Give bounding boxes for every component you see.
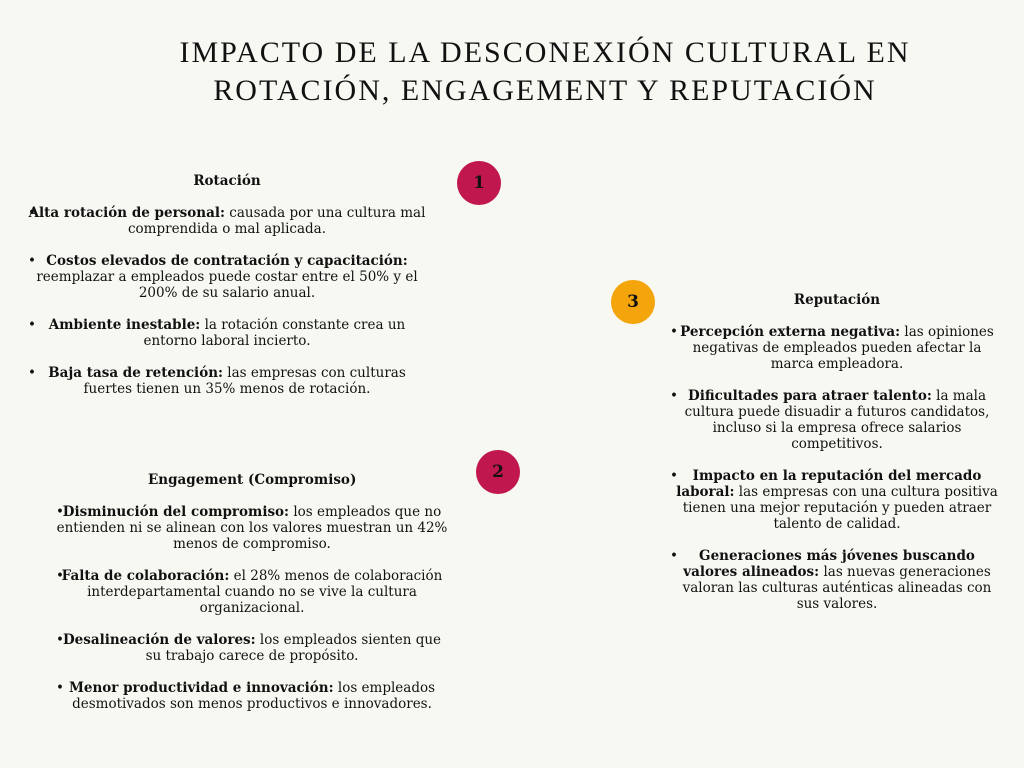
item-bold: Ambiente inestable: [48, 317, 201, 333]
list-item [670, 548, 1004, 612]
section-rotacion [28, 173, 426, 413]
item-text: la rotación constante crea un entorno laboral incierto. [143, 317, 406, 349]
list-item [56, 680, 448, 712]
item-bold: Disminución del compromiso: [62, 504, 290, 520]
section-heading-reputacion: Reputación [793, 292, 881, 308]
item-text: causada por una cultura mal comprendida o mal aplicada. [127, 205, 426, 237]
list-reputacion [670, 324, 1004, 612]
list-item [28, 205, 426, 237]
list-item [670, 388, 1004, 452]
section-engagement [56, 472, 448, 728]
title-line-1: IMPACTO DE LA DESCONEXIÓN CULTURAL EN [179, 36, 911, 69]
item-bold: Baja tasa de retención: [48, 365, 223, 381]
item-text: los empleados que no entienden ni se alinean con los valores muestran un 42% menos de compromiso. [56, 504, 448, 552]
item-text: reemplazar a empleados puede costar entre el 50% y el 200% de su salario anual. [36, 269, 418, 301]
list-item [28, 365, 426, 397]
badge-2: 2 [476, 450, 520, 494]
section-reputacion [670, 292, 1004, 628]
list-engagement [56, 504, 448, 712]
item-text: las empresas con una cultura positiva tienen una mejor reputación y pueden atraer talento de calidad. [682, 484, 998, 532]
item-text: la mala cultura puede disuadir a futuros candidatos, incluso si la empresa ofrece salarios competitivos. [684, 388, 990, 452]
item-bold: Costos elevados de contratación y capacitación: [46, 253, 408, 269]
badge-1: 1 [457, 161, 501, 205]
list-item [28, 317, 426, 349]
badge-3: 3 [611, 280, 655, 324]
list-item [56, 632, 448, 664]
list-item [670, 468, 1004, 532]
item-text: los empleados sienten que su trabajo carece de propósito. [145, 632, 442, 664]
item-bold: Dificultades para atraer talento: [687, 388, 932, 404]
item-text: los empleados desmotivados son menos productivos e innovadores. [72, 680, 436, 712]
page-title [130, 34, 960, 110]
item-bold: Generaciones más jóvenes buscando valores alineados: [683, 548, 975, 580]
item-bold: Menor productividad e innovación: [68, 680, 334, 696]
list-item [28, 253, 426, 301]
item-bold: Percepción externa negativa: [680, 324, 901, 340]
list-item [56, 568, 448, 616]
item-text: las nuevas generaciones valoran las culturas auténticas alineadas con sus valores. [682, 564, 992, 612]
item-bold: Falta de colaboración: [61, 568, 230, 584]
item-bold: Impacto en la reputación del mercado laboral: [676, 468, 982, 500]
section-heading-engagement: Engagement (Compromiso) [148, 472, 357, 488]
title-line-2: ROTACIÓN, ENGAGEMENT Y REPUTACIÓN [213, 74, 877, 107]
item-text: las empresas con culturas fuertes tienen un 35% menos de rotación. [83, 365, 406, 397]
item-text: el 28% menos de colaboración interdepartamental cuando no se vive la cultura organizacional. [87, 568, 443, 616]
list-item [56, 504, 448, 552]
list-rotacion [28, 205, 426, 397]
item-text: las opiniones negativas de empleados pueden afectar la marca empleadora. [692, 324, 994, 372]
item-bold: Alta rotación de personal: [28, 205, 225, 221]
item-bold: Desalineación de valores: [62, 632, 256, 648]
list-item [670, 324, 1004, 372]
section-heading-rotacion: Rotación [193, 173, 261, 189]
